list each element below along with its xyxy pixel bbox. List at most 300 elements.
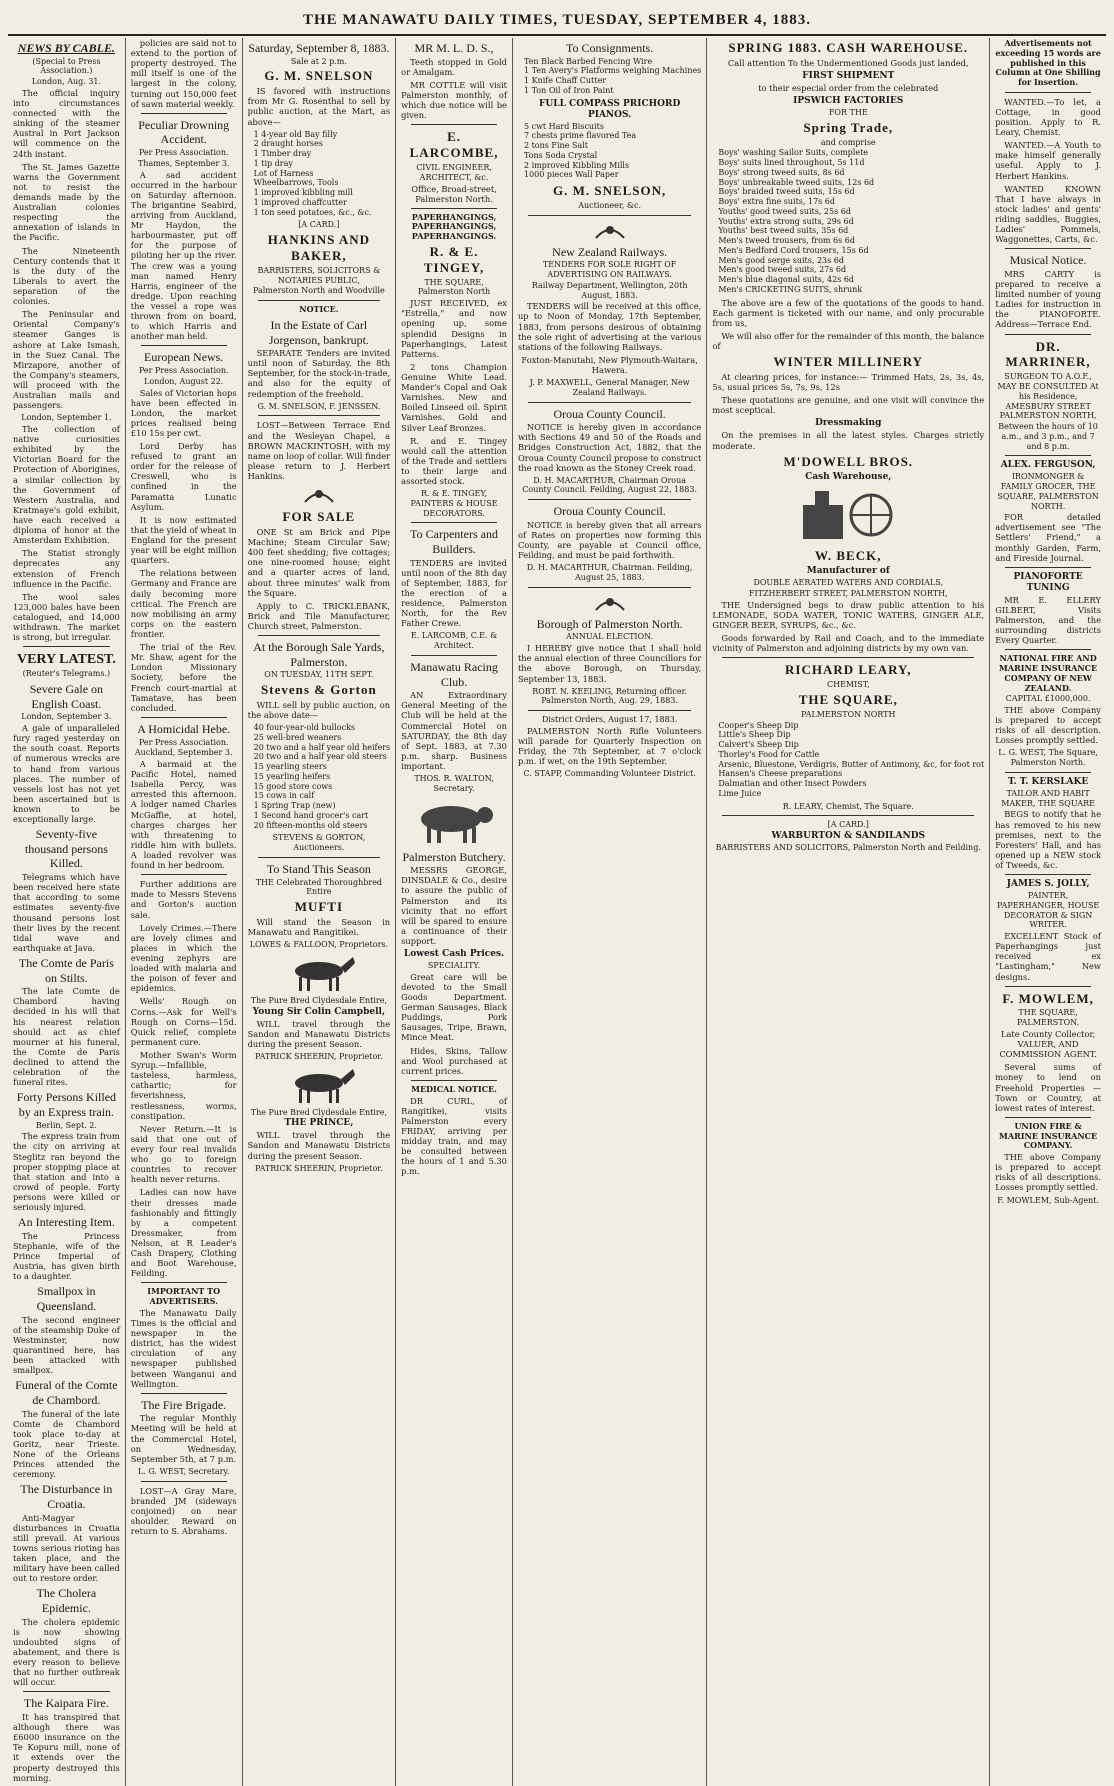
- consignment-list: [524, 122, 701, 181]
- paragraph: Great care will be devoted to the Small Goods Department. German Sausages, Black Puddings, Pork Sausages, Tripe, Brawn, Mince Meat.: [401, 971, 507, 1043]
- paragraph: BEGS to notify that he has removed to his new premises, next to the Foresters' Hall, and has opened up a NEW stock of Tweeds, &c.: [995, 809, 1101, 870]
- list-item: 2 tons Fine Salt: [523, 141, 588, 151]
- divider: [141, 1481, 227, 1482]
- paragraph: I HEREBY give notice that I shall hold the annual election of three Councillors for the above Borough, on Thursday, September 13, 1883.: [517, 643, 702, 684]
- paragraph: At clearing prices, for instance:— Trimmed Hats, 2s, 3s, 4s, 5s, usual prices 5s, 7s, 9s, 12s: [712, 372, 985, 393]
- headline: The Kaipara Fire.: [23, 1696, 109, 1711]
- list-item: 1000 pieces Wall Paper: [523, 170, 619, 180]
- firm-subtitle: BARRISTERS, SOLICITORS & NOTARIES PUBLIC,: [257, 265, 381, 285]
- auctioneer-name: G. M. SNELSON: [264, 68, 374, 84]
- byline: Per Press Association.: [138, 148, 229, 158]
- headline: Seventy-five thousand persons Killed.: [24, 827, 108, 871]
- surveyor-subtitle: CIVIL ENGINEER, ARCHITECT, &c.: [416, 163, 492, 182]
- column-7: [989, 38, 1106, 1786]
- list-item: 1 tip dray: [253, 158, 293, 168]
- list-item: Boys' suits lined throughout, 5s 11d: [718, 158, 865, 168]
- ad-subheading: THE Celebrated Thoroughbred Entire: [255, 877, 383, 897]
- auctioneer-name: Stevens & Gorton: [261, 682, 377, 698]
- paragraph: ONE St am Brick and Pipe Machine; Steam Circular Saw; 400 feet shedding; five cottages; one nine-roomed house; eight and a quarter acres of land, about three minutes' walk from the Square.: [247, 526, 391, 598]
- firm-subtitle: Manufacturer of: [806, 566, 890, 577]
- notice-title: IMPORTANT TO ADVERTISERS.: [147, 1286, 221, 1307]
- notice-title: MEDICAL NOTICE.: [411, 1083, 497, 1094]
- for-sale-heading: FOR SALE: [282, 509, 356, 525]
- paragraph: The Manawatu Daily Times is the official and newspaper in the district, has the widest circulation of any newspaper published between Wanganui and Wellington.: [130, 1307, 237, 1389]
- headline: Oroua County Council.: [553, 504, 666, 519]
- list-item: Lime Juice: [718, 788, 762, 798]
- ad-subheading: FIRST SHIPMENT: [802, 70, 895, 81]
- list-item: 1 Ten Avery's Platforms weighing Machines: [523, 66, 702, 76]
- paragraph: The St. James Gazette warns the Government not to resist the demands made by the Australian colonies respecting the annexation of islands in the Pacific.: [13, 161, 120, 243]
- divider: [722, 657, 974, 658]
- paragraph: JUST RECEIVED, ex "Estrella," and now opening up, some splendid Designs in Paperhangings, Latest Patterns.: [401, 298, 507, 359]
- list-item: 25 well-bred weaners: [253, 732, 342, 742]
- paragraph: 2 tons Champion Genuine White Lead. Mander's Copal and Oak Varnishes. New and Boiled Linseed oil. Spirit Varnishes. Gold and Silver Leaf Bronzes.: [401, 361, 507, 433]
- divider: [722, 815, 974, 816]
- firm-name: R. & E. TINGEY,: [423, 243, 485, 275]
- horse-illustration: [248, 1065, 391, 1105]
- paragraph: The official inquiry into circumstances connected with the sinking of the steamer Austral in Port Jackson will commence on the 24th instant.: [13, 87, 120, 159]
- paragraph: Call attention To the Undermentioned Goods just landed,: [727, 57, 969, 68]
- dateline: Thames, September 3.: [137, 158, 230, 168]
- paragraph: SEPARATE Tenders are invited until noon of Saturday, the 8th September, for the stock-in-trade, and also for the equity of redemption of the freehold.: [247, 348, 391, 399]
- divider: [1005, 649, 1091, 650]
- machine-illustration: [712, 485, 984, 545]
- ad-subheading: SPECIALITY.: [427, 961, 481, 971]
- signature: R. & E. TINGEY, PAINTERS & HOUSE DECORATORS.: [410, 489, 498, 518]
- paragraph: The wool sales 123,000 bales have been catalogued, and 14,000 withdrawn. The market is strong, but irregular.: [13, 591, 120, 643]
- list-item: 1 improved kibbling mill: [253, 188, 353, 198]
- list-item: 1 Second hand grocer's cart: [253, 810, 369, 820]
- firm-subtitle: PAINTER, PAPERHANGER, HOUSE DECORATOR & SIGN WRITER.: [996, 891, 1100, 930]
- list-item: Men's blue diagonal suits, 42s 6d: [718, 275, 855, 285]
- paragraph: WANTED KNOWN That I have always in stock ladies' and gents' riding saddles, Buggies, Ladies' Pommels, Waggonettes, Carts, &c.: [995, 183, 1101, 245]
- ad-heading: MR M. L. D. S.,: [414, 41, 494, 55]
- headline: Severe Gale on English Coast.: [29, 682, 104, 711]
- list-item: Wheelbarrows, Tools: [253, 178, 339, 188]
- list-item: Hansen's Cheese preparations: [718, 769, 843, 779]
- card-label: [A CARD.]: [827, 820, 869, 830]
- signature: STEVENS & GORTON, Auctioneers.: [272, 833, 366, 853]
- list-item: Boys' strong tweed suits, 8s 6d: [718, 167, 845, 177]
- headline: To Carpenters and Builders.: [410, 527, 498, 557]
- paragraph: Teeth stopped in Gold or Amalgam.: [401, 56, 507, 77]
- column-3: [242, 38, 396, 1786]
- divider: [258, 635, 381, 636]
- firm-location: Palmerston North and Woodville: [252, 286, 385, 296]
- paragraph: R. and E. Tingey would call the attention of the Trade and settlers to their large and assorted stock.: [401, 435, 507, 487]
- list-item: Boys' extra fine suits, 17s 6d: [718, 197, 836, 207]
- paragraph: FOR detailed advertisement see "The Settlers' Friend," a monthly Garden, Farm, and Fireside Journal.: [995, 512, 1101, 563]
- divider: [1005, 92, 1091, 93]
- paragraph: Office, Broad-street, Palmerston North.: [411, 183, 497, 204]
- paragraph: THE above Company is prepared to accept risks of all description. Losses promptly settled.: [995, 705, 1101, 746]
- paragraph: A barmaid at the Pacific Hotel, named Isabella Percy, was arrested this afternoon. A lodger named Charles McGaffie, at hotel, charges charges her with threatening to riddle him with bullets. A loaded revolver was found in her bedroom.: [130, 759, 237, 871]
- paragraph: Late County Collector, VALUER, AND COMMISSION AGENT.: [999, 1028, 1097, 1060]
- list-item: Youths' best tweed suits, 35s 6d: [718, 226, 849, 236]
- paragraph: PALMERSTON North Rifle Volunteers will parade for Quarterly Inspection on Friday, the 7th September, at 7 o'clock p.m. if wet, on the 19th September.: [517, 725, 702, 767]
- paragraph: The above are a few of the quotations of the goods to hand. Each garment is ticketed with our name, and only procurable from us,: [712, 297, 985, 328]
- signature: PATRICK SHEERIN, Proprietor.: [254, 1163, 383, 1173]
- paragraph: TENDERS will be received at this office, up to Noon of Monday, 17th September, 1883, from persons desirous of obtaining the sole right of advertising at the various stations of the following Railways.: [517, 301, 702, 352]
- ad-subheading: IPSWICH FACTORIES: [793, 96, 904, 107]
- firm-subtitle: IRONMONGER & FAMILY GROCER, THE SQUARE, PALMERSTON NORTH.: [997, 472, 1099, 511]
- list-item: Boys' washing Sailor Suits, complete: [718, 148, 869, 158]
- paragraph: THE above Company is prepared to accept risks of all descriptions. Losses promptly settled.: [995, 1152, 1101, 1193]
- divider: [411, 208, 497, 209]
- divider: [1005, 455, 1091, 456]
- list-item: Tons Soda Crystal: [523, 150, 598, 160]
- ad-subheading: CAPITAL £1000,000.: [1005, 694, 1091, 704]
- masthead: THE MANAWATU DAILY TIMES, TUESDAY, SEPTEMBER 4, 1883.: [8, 6, 1106, 36]
- horse-name: Young Sir Colin Campbell,: [252, 1006, 386, 1017]
- paragraph: policies are said not to extend to the portion of property destroyed. The mill itself is one of the largest in the colony, turning out 150,000 feet of sawn material weekly.: [130, 38, 237, 109]
- columns: [8, 38, 1106, 1783]
- list-item: 20 two and a half year old steers: [253, 752, 387, 762]
- auctioneer-name: G. M. SNELSON,: [552, 183, 667, 199]
- list-item: Boys' unbreakable tweed suits, 12s 6d: [718, 177, 875, 187]
- consignment-list: [524, 57, 701, 96]
- ad-heading: To Consignments.: [566, 41, 654, 55]
- paragraph: Goods forwarded by Rail and Coach, and to the immediate vicinity of Palmerston and adjoining districts by my own van.: [712, 633, 985, 654]
- headline: Borough of Palmerston North.: [536, 616, 683, 631]
- ad-heading: UNION FIRE & MARINE INSURANCE COMPANY.: [999, 1120, 1098, 1151]
- list-item: Little's Sheep Dip: [718, 730, 791, 740]
- paragraph: WANTED.—To let, a Cottage, in good position. Apply to R. Leary, Chemist.: [995, 96, 1101, 138]
- paragraph: The trial of the Rev. Mr. Shaw, agent for the London Missionary Society, before the French court-martial at Tamatave, has been concluded.: [130, 642, 237, 713]
- paragraph: NOTICE is hereby given in accordance with Sections 49 and 50 of the Roads and Bridges Construction Act, 1882, that the Oroua County Council propose to construct the road known as the Stoney Creek road.: [517, 422, 702, 473]
- paragraph: The Peninsular and Oriental Company's steamer Ganges is ashore at Lake Ismash, in the Suez Canal. The Mirzapore, another of the Company's steamers, will proceed with the Australian mails and passengers.: [13, 309, 120, 411]
- signature: L. G. WEST, The Square, Palmerston North.: [998, 748, 1098, 768]
- divider: [411, 1080, 497, 1081]
- list-item: 15 good store cows: [253, 781, 333, 791]
- list-item: Men's tweed trousers, from 6s 6d: [718, 236, 855, 246]
- divider: [528, 710, 691, 711]
- paragraph: These quotations are genuine, and one visit will convince the most sceptical.: [712, 395, 985, 416]
- headline: Smallpox in Queensland.: [36, 1284, 97, 1313]
- notice-title: NOTICE.: [299, 304, 339, 315]
- firm-subtitle: BARRISTERS AND SOLICITORS, Palmerston North and Feilding.: [715, 843, 981, 853]
- ad-heading: PIANOFORTE TUNING: [1013, 571, 1083, 593]
- firm-name: M'DOWELL BROS.: [783, 453, 914, 469]
- headline: Funeral of the Comte de Chambord.: [15, 1378, 118, 1407]
- firm-name: T. T. KERSLAKE: [1007, 776, 1089, 787]
- paragraph: Apply to C. TRICKLEBANK, Brick and Tile Manufacturer, Church street, Palmerston.: [247, 600, 391, 631]
- divider: [411, 655, 497, 656]
- dateline: London, August 22.: [144, 376, 224, 386]
- divider: [1005, 1117, 1091, 1118]
- paragraph: Will stand the Season in Manawatu and Rangitikei.: [247, 916, 391, 937]
- divider: [258, 857, 381, 858]
- list-item: Men's CRICKETING SUITS, shrunk: [718, 284, 863, 294]
- bull-illustration: [401, 797, 507, 847]
- ad-subheading: ANNUAL ELECTION.: [566, 632, 654, 642]
- column-4: [395, 38, 512, 1786]
- list-item: Lot of Harness: [253, 168, 314, 178]
- dateline: Auckland, September 3.: [134, 748, 233, 758]
- column-1: [8, 38, 125, 1786]
- list-item: 1 4-year old Bay filly: [253, 129, 338, 139]
- list-item: 7 chests prime flavored Tea: [523, 131, 637, 141]
- ad-subheading: TENDERS FOR SOLE RIGHT OF ADVERTISING ON RAILWAYS.: [542, 260, 677, 280]
- list-item: Youths' good tweed suits, 25s 6d: [718, 206, 851, 216]
- paragraph: On the premises in all the latest styles. Charges strictly moderate.: [712, 430, 985, 451]
- paragraph: The express train from the city on arriving at Steglitz ran beyond the proper stopping place at that station and into a crowd of people. Forty persons were killed or seriously injured.: [13, 1131, 120, 1213]
- chemist-list: [718, 721, 984, 799]
- paragraph: The collection of native curiosities exhibited by the Victorian Board for the Protection of Aborigines, a similar collection by the Government of Western Australia, and Kratmaye's gold exhibit, have each received a diploma of honor at the Amsterdam Exhibition.: [13, 424, 120, 546]
- livestock-list: [254, 723, 391, 830]
- doctor-subtitle: SURGEON TO A.O.F., MAY BE CONSULTED At his Residence, AMESBURY STREET PALMERSTON NORTH,: [997, 372, 1099, 421]
- paragraph: The cholera epidemic is now showing undoubted signs of abatement, and there is every reason to believe that no further outbreak will occur.: [13, 1616, 120, 1688]
- ad-subheading: Sale at 2 p.m.: [290, 56, 347, 66]
- paragraph: LOST—Between Terrace End and the Wesleyan Chapel, a BROWN MACKINTOSH, with my name on loop of collar. Will finder please return to J. Herbert Hankins.: [247, 420, 391, 481]
- dateline: London, September 1.: [21, 413, 112, 423]
- headline: An Interesting Item.: [17, 1215, 115, 1230]
- paragraph: The Princess Stephanie, wife of the Prince Imperial of Austria, has given birth to a daughter.: [13, 1230, 120, 1282]
- list-item: Dalmatian and other Insect Powders: [718, 779, 867, 789]
- headline: Palmerston Butchery.: [402, 849, 506, 864]
- ad-subheading: The Pure Bred Clydesdale Entire,: [250, 995, 387, 1005]
- list-item: 40 four-year-old bullocks: [253, 723, 356, 733]
- ad-subheading: The Pure Bred Clydesdale Entire,: [250, 1107, 387, 1117]
- paragraph: The Nineteenth Century contends that it is the duty of the Liberals to avert the separation of the colonies.: [13, 245, 120, 307]
- paragraph: LOST—A Gray Mare, branded JM (sideways conjoined) on near shoulder. Reward on return to S. Abrahams.: [130, 1485, 237, 1537]
- byline: (Special to Press Association.): [32, 56, 101, 76]
- list-item: Men's Bedford Cord trousers, 15s 6d: [718, 245, 869, 255]
- divider: [141, 1393, 227, 1394]
- firm-subtitle: TAILOR AND HABIT MAKER, THE SQUARE: [1001, 788, 1095, 808]
- byline: Per Press Association.: [138, 737, 229, 747]
- list-item: 1 Knife Chaff Cutter: [523, 76, 607, 86]
- byline: (Reuter's Telegrams.): [22, 669, 111, 679]
- paragraph: The late Comte de Chambord having decided in his will that his nearest relation should act as chief mourner at his funeral, the Comte de Paris declined to attend the celebration of the funeral rites.: [13, 986, 120, 1088]
- paragraph: The Statist strongly deprecates any extension of French influence in the Pacific.: [13, 548, 120, 589]
- classified-heading: Advertisements not exceeding 15 words are published in this Column at One Shilling for Insertion.: [995, 38, 1101, 87]
- headline: A Homicidal Hebe.: [137, 721, 231, 736]
- dateline: Railway Department, Wellington, 20th August, 1883.: [531, 280, 688, 300]
- paragraph: Hides, Skins, Tallow and Wool purchased at current prices.: [401, 1045, 507, 1076]
- dateline: London, September 3.: [21, 712, 112, 722]
- paragraph: The funeral of the late Comte de Chambord took place to-day at Goritz, near Trieste. None of the Orleans Princes attended the ceremony.: [13, 1408, 120, 1480]
- paragraph: Anti-Magyar disturbances in Croatia still prevail. At various towns serious rioting has taken place, and the military have been called out to restore order.: [13, 1512, 120, 1584]
- headline: The Fire Brigade.: [141, 1397, 227, 1412]
- divider: [528, 402, 691, 403]
- sale-list: [254, 130, 391, 218]
- divider: [141, 717, 227, 718]
- signature: D. H. MACARTHUR, Chairman Oroua County Council. Feilding, August 22, 1883.: [522, 475, 697, 495]
- headline: The Disturbance in Croatia.: [20, 1482, 113, 1511]
- paragraph: MR E. ELLERY GILBERT, Visits Palmerston, and the surrounding districts Every Quarter.: [995, 594, 1101, 646]
- signature: J. P. MAXWELL, General Manager, New Zealand Railways.: [529, 378, 690, 397]
- dateline: Berlin, Sept. 2.: [35, 1120, 97, 1130]
- surveyor-name: E. LARCOMBE,: [409, 129, 499, 161]
- paragraph: Sales of Victorian hops have been effected in London, the market prices realised being £10 15s per cwt.: [130, 387, 237, 438]
- ad-subheading: DOUBLE AERATED WATERS AND CORDIALS,: [753, 578, 944, 588]
- crest-illustration: [248, 484, 391, 506]
- divider: [528, 215, 691, 216]
- paragraph: MESSRS GEORGE, DINSDALE & Co., desire to assure the public of Palmerston and its vicinity that no effort will be spared to ensure a continuance of their support.: [401, 865, 507, 946]
- list-item: 2 draught horses: [253, 139, 323, 149]
- horse-name: MUFTI: [294, 899, 344, 914]
- paragraph: MR COTTLE will visit Palmerston monthly, of which due notice will be given.: [401, 79, 507, 121]
- paragraph: DR CURL, of Rangitikei, visits Palmerston every FRIDAY, arriving per midday train, and may be consulted between the hours of 1 and 5.30 p.m.: [401, 1095, 507, 1177]
- signature: PATRICK SHEERIN, Proprietor.: [254, 1051, 383, 1061]
- paragraph: It has transpired that although there was £6000 insurance on the Te Kopuru mill, none of it extends over the property destroyed this morning.: [13, 1711, 120, 1783]
- ad-subheading: Lowest Cash Prices.: [403, 949, 505, 960]
- list-item: 20 fifteen-months old steers: [253, 820, 368, 830]
- headline: European News.: [144, 350, 224, 365]
- paragraph: TENDERS are invited until noon of the 8th day of September, 1883, for the erection of a residence, Palmerston North, for the Rev Father Crewe.: [401, 557, 507, 629]
- firm-name: HANKINS AND BAKER,: [267, 232, 371, 264]
- firm-name: JAMES S. JOLLY,: [1006, 879, 1090, 890]
- signature: LOWES & FALLOON, Proprietors.: [249, 940, 389, 950]
- horse-illustration: [248, 953, 391, 993]
- list-item: 1 Ton Oil of Iron Paint: [523, 85, 614, 95]
- headline: Forty Persons Killed by an Express train.: [16, 1090, 117, 1119]
- paragraph: Mother Swan's Worm Syrup.—Infallible, tasteless, harmless, cathartic; for feverishness, restlessness, worms, constipation.: [130, 1049, 237, 1121]
- paragraph: Several sums of money to lend on Freehold Properties — Town or Country, at lowest rates of interest.: [995, 1062, 1101, 1113]
- signature: ROBT. N. KEELING, Returning officer. Palmerston North, Aug. 29, 1883.: [532, 686, 688, 706]
- list-item: 1 Spring Trap (new): [253, 801, 336, 811]
- ad-subheading: FITZHERBERT STREET, PALMERSTON NORTH,: [748, 589, 948, 599]
- paragraph: The regular Monthly Meeting will be held at the Commercial Hotel, on Wednesday, September 5th, at 7 p.m.: [130, 1413, 237, 1464]
- headline: To Stand This Season: [266, 861, 371, 876]
- signature: F. MOWLEM, Sub-Agent.: [997, 1195, 1099, 1205]
- auctioneer-subtitle: Auctioneer, &c.: [578, 200, 642, 210]
- headline: The Cholera Epidemic.: [36, 1586, 97, 1615]
- section-heading: VERY LATEST.: [16, 652, 116, 668]
- clothing-list: [718, 148, 984, 294]
- paragraph: The second engineer of the steamship Duke of Westminster, now quarantined here, has been attacked with smallpox.: [13, 1314, 120, 1376]
- paragraph: Further additions are made to Messrs Stevens and Gorton's auction sale.: [130, 879, 237, 920]
- ad-subheading: Dressmaking: [815, 418, 882, 429]
- firm-subtitle: THE SQUARE, PALMERSTON.: [1016, 1008, 1080, 1028]
- paragraph: Lord Derby has refused to grant an order for the release of Creswell, who is confined in the Paramatta Lunatic Asylum.: [130, 441, 237, 512]
- headline: Oroua County Council.: [553, 406, 666, 421]
- byline: Per Press Association.: [138, 366, 229, 375]
- list-item: Men's good serge suits, 23s 6d: [718, 255, 844, 265]
- dateline: London, Aug. 31.: [31, 77, 102, 87]
- firm-subtitle: CHEMIST,: [827, 680, 870, 690]
- ad-heading: Saturday, September 8, 1883.: [248, 41, 390, 55]
- paragraph: Foxton-Manutahi, New Plymouth-Waitara, Hawera.: [521, 354, 698, 375]
- signature: G. M. SNELSON, F. JENSSEN.: [257, 401, 381, 411]
- signature: E. LARCOMB, C.E. & Architect.: [410, 631, 498, 651]
- divider: [23, 1691, 110, 1692]
- list-item: 2 improved Kibbling Mills: [523, 160, 630, 170]
- firm-name: W. BECK,: [815, 548, 882, 564]
- card-label: [A CARD.]: [298, 220, 340, 230]
- firm-name: ALEX. FERGUSON,: [1000, 460, 1096, 471]
- paragraph: WILL travel through the Sandon and Manawatu Districts during the present Season.: [247, 1018, 391, 1049]
- ad-date: ON TUESDAY, 11TH SEPT.: [264, 670, 374, 680]
- divider: [141, 874, 227, 875]
- list-item: 1 improved chaffcutter: [253, 197, 347, 207]
- paragraph: We will also offer for the remainder of this month, the balance of: [712, 330, 985, 352]
- horse-name: THE PRINCE,: [284, 1118, 354, 1129]
- paragraph: NOTICE is hereby given that all arrears of Rates on properties now forming this County, are payable at Council office, Feilding, and must be paid forthwith.: [517, 519, 702, 561]
- paragraph: Telegrams which have been received here state that according to some estimates seventy-five thousand persons lost their lives by the recent tidal wave and earthquake at Java.: [13, 872, 120, 953]
- ad-heading: WINTER MILLINERY: [773, 354, 924, 370]
- paragraph: EXCELLENT Stock of Paperhangings just received ex "Lastingham," New designs.: [995, 931, 1101, 982]
- headline: Musical Notice.: [1009, 253, 1087, 268]
- divider: [141, 345, 227, 346]
- headline: Manawatu Racing Club.: [410, 659, 498, 689]
- piano-heading: FULL COMPASS PRICHORD PIANOS.: [539, 98, 681, 120]
- paragraph: MRS CARTY is prepared to receive a limited number of young Ladies for instruction in the PIANOFORTE. Address—Terrace End.: [995, 268, 1101, 330]
- firm-subtitle: PALMERSTON NORTH: [801, 709, 896, 719]
- list-item: Ten Black Barbed Fencing Wire: [523, 56, 653, 66]
- list-item: Youths' extra strong suits, 29s 6d: [718, 216, 854, 226]
- doctor-name: DR. MARRINER,: [1005, 338, 1091, 370]
- crest-illustration: [518, 220, 701, 242]
- doctor-hours: Between the hours of 10 a.m., and 3 p.m., and 7 and 8 p.m.: [998, 422, 1098, 451]
- list-item: 15 yearling steers: [253, 762, 327, 772]
- ad-heading: PAPERHANGINGS, PAPERHANGINGS, PAPERHANGINGS.: [411, 211, 497, 242]
- headline: The Comte de Paris on Stilts.: [18, 955, 114, 985]
- divider: [1005, 986, 1091, 987]
- list-item: 20 two and a half year old heifers: [253, 742, 391, 752]
- crest-illustration: [518, 592, 701, 614]
- list-item: Calvert's Sheep Dip: [718, 740, 799, 750]
- list-item: Men's good tweed suits, 27s 6d: [718, 265, 847, 275]
- divider: [1005, 874, 1091, 875]
- firm-name: F. MOWLEM,: [1002, 990, 1094, 1006]
- headline: At the Borough Sale Yards, Palmerston.: [253, 640, 385, 669]
- paragraph: Wells' Rough on Corns.—Ask for Well's Rough on Corns—15d. Quick relief, complete permanent cure.: [130, 996, 237, 1047]
- signature: D. H. MACARTHUR, Chairman. Feilding, August 25, 1883.: [526, 563, 693, 583]
- list-item: 1 Timber dray: [253, 149, 312, 159]
- paragraph: It is now estimated that the yield of wheat in England for the present year will be eight million quarters.: [130, 514, 237, 566]
- divider: [528, 587, 691, 588]
- paragraph: Lovely Crimes.—There are lovely climes and places in which the evening zephyrs are loaded with malaria and the poison of fever and epidemics.: [130, 922, 237, 994]
- signature: R. LEARY, Chemist, The Square.: [782, 801, 914, 811]
- divider: [258, 300, 381, 301]
- divider: [1005, 334, 1091, 335]
- paragraph: to their especial order from the celebrated: [758, 82, 939, 93]
- paragraph: WANTED.—A Youth to make himself generally useful. Apply to J. Herbert Hankins.: [995, 140, 1101, 181]
- list-item: 1 ton seed potatoes, &c., &c.: [253, 207, 372, 217]
- headline: Peculiar Drowning Accident.: [138, 117, 230, 147]
- paragraph: Never Return.—It is said that one out of every four real invalids who go to foreign countries to recover health never returns.: [130, 1123, 237, 1185]
- signature: C. STAPP, Commanding Volunteer District.: [523, 769, 696, 779]
- firm-subtitle: Cash Warehouse,: [805, 471, 892, 482]
- paragraph: WILL sell by public auction, on the above date—: [247, 699, 391, 721]
- divider: [411, 124, 497, 125]
- divider: [1005, 772, 1091, 773]
- firm-name: RICHARD LEARY,: [785, 662, 912, 678]
- paragraph: IS favored with instructions from Mr G. Rosenthal to sell by public auction, at the Mart, as above—: [247, 86, 391, 127]
- divider: [1005, 567, 1091, 568]
- divider: [258, 415, 381, 416]
- paragraph: AN Extraordinary General Meeting of the Club will be held at the Commercial Hotel on SATURDAY, the 8th day of Sept. 1883, at 7.30 p.m. sharp. Business important.: [401, 690, 507, 771]
- column-2: [125, 38, 242, 1786]
- paragraph: Ladies can now have their dresses made fashionably and fittingly by a competent Dressmaker, from Nelson, at R Leader's Cash Drapery, Clothing and Boot Warehouse, Feilding.: [130, 1187, 237, 1279]
- list-item: Thorley's Food for Cattle: [718, 749, 820, 759]
- divider: [23, 646, 110, 647]
- signature: L. G. WEST, Secretary.: [137, 1466, 230, 1476]
- list-item: 15 yearling heifers: [253, 771, 331, 781]
- divider: [1005, 248, 1091, 249]
- firm-location: THE SQUARE,: [798, 691, 898, 707]
- firm-subtitle: THE SQUARE, Palmerston North: [417, 277, 491, 297]
- headline: In the Estate of Carl Jorgenson, bankrupt.: [268, 317, 369, 347]
- divider: [141, 113, 227, 114]
- dateline: District Orders, August 17, 1883.: [541, 715, 678, 725]
- column-6: [706, 38, 989, 1786]
- list-item: Cooper's Sheep Dip: [718, 720, 799, 730]
- paragraph: The relations between Germany and France are daily becoming more critical. The French are now mobilising an army corps on the eastern frontier.: [130, 568, 237, 640]
- headline: New Zealand Railways.: [552, 244, 668, 259]
